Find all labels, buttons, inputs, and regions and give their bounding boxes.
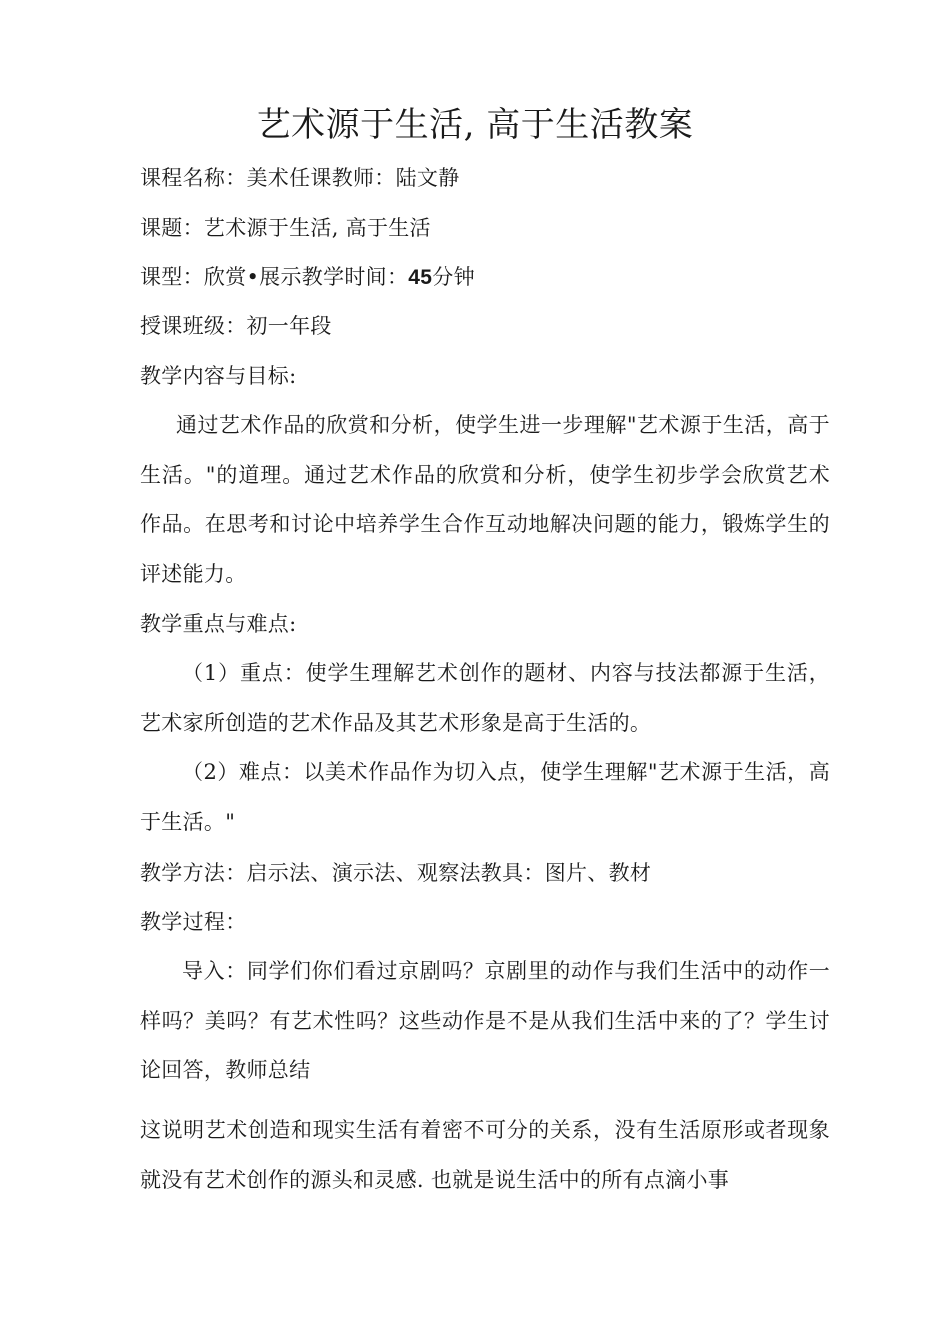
lesson-duration-minutes: 45: [408, 266, 433, 289]
methods-line: 教学方法：启示法、演示法、观察法教具：图片、教材: [140, 861, 652, 885]
lesson-duration-unit: 分钟: [432, 265, 475, 289]
keypoints-heading: 教学重点与难点:: [140, 612, 297, 636]
document-title: 艺术源于生活, 高于生活教案: [256, 105, 694, 145]
class-line: 授课班级：初一年段: [140, 314, 332, 338]
lesson-type-prefix: 课型：欣赏•展示教学时间：: [140, 265, 409, 289]
goals-heading: 教学内容与目标:: [140, 364, 297, 388]
summary-paragraph: 这说明艺术创造和现实生活有着密不可分的关系，没有生活原形或者现象就没有艺术创作的源头和灵感. 也就是说生活中的所有点滴小事: [140, 1118, 830, 1192]
intro-paragraph: 导入：同学们你们看过京剧吗？京剧里的动作与我们生活中的动作一样吗？美吗？有艺术性吗？这些动作是不是从我们生活中来的了？学生讨论回答，教师总结: [140, 959, 830, 1082]
keypoint-1-paragraph: （1）重点：使学生理解艺术创作的题材、内容与技法都源于生活，艺术家所创造的艺术作品及其艺术形象是高于生活的。: [140, 661, 830, 735]
course-info-line: 课程名称：美术任课教师：陆文静: [140, 166, 460, 190]
process-heading: 教学过程：: [140, 910, 247, 934]
goals-paragraph: 通过艺术作品的欣赏和分析，使学生进一步理解"艺术源于生活，高于生活。"的道理。通过艺术作品的欣赏和分析，使学生初步学会欣赏艺术作品。在思考和讨论中培养学生合作互动地解决问题的能力，锻炼学生的评述能力。: [140, 413, 830, 586]
lesson-type-line: [140, 262, 475, 293]
keypoint-2-paragraph: （2）难点：以美术作品作为切入点，使学生理解"艺术源于生活，高于生活。": [140, 760, 830, 834]
topic-line: 课题：艺术源于生活, 高于生活: [140, 216, 431, 240]
